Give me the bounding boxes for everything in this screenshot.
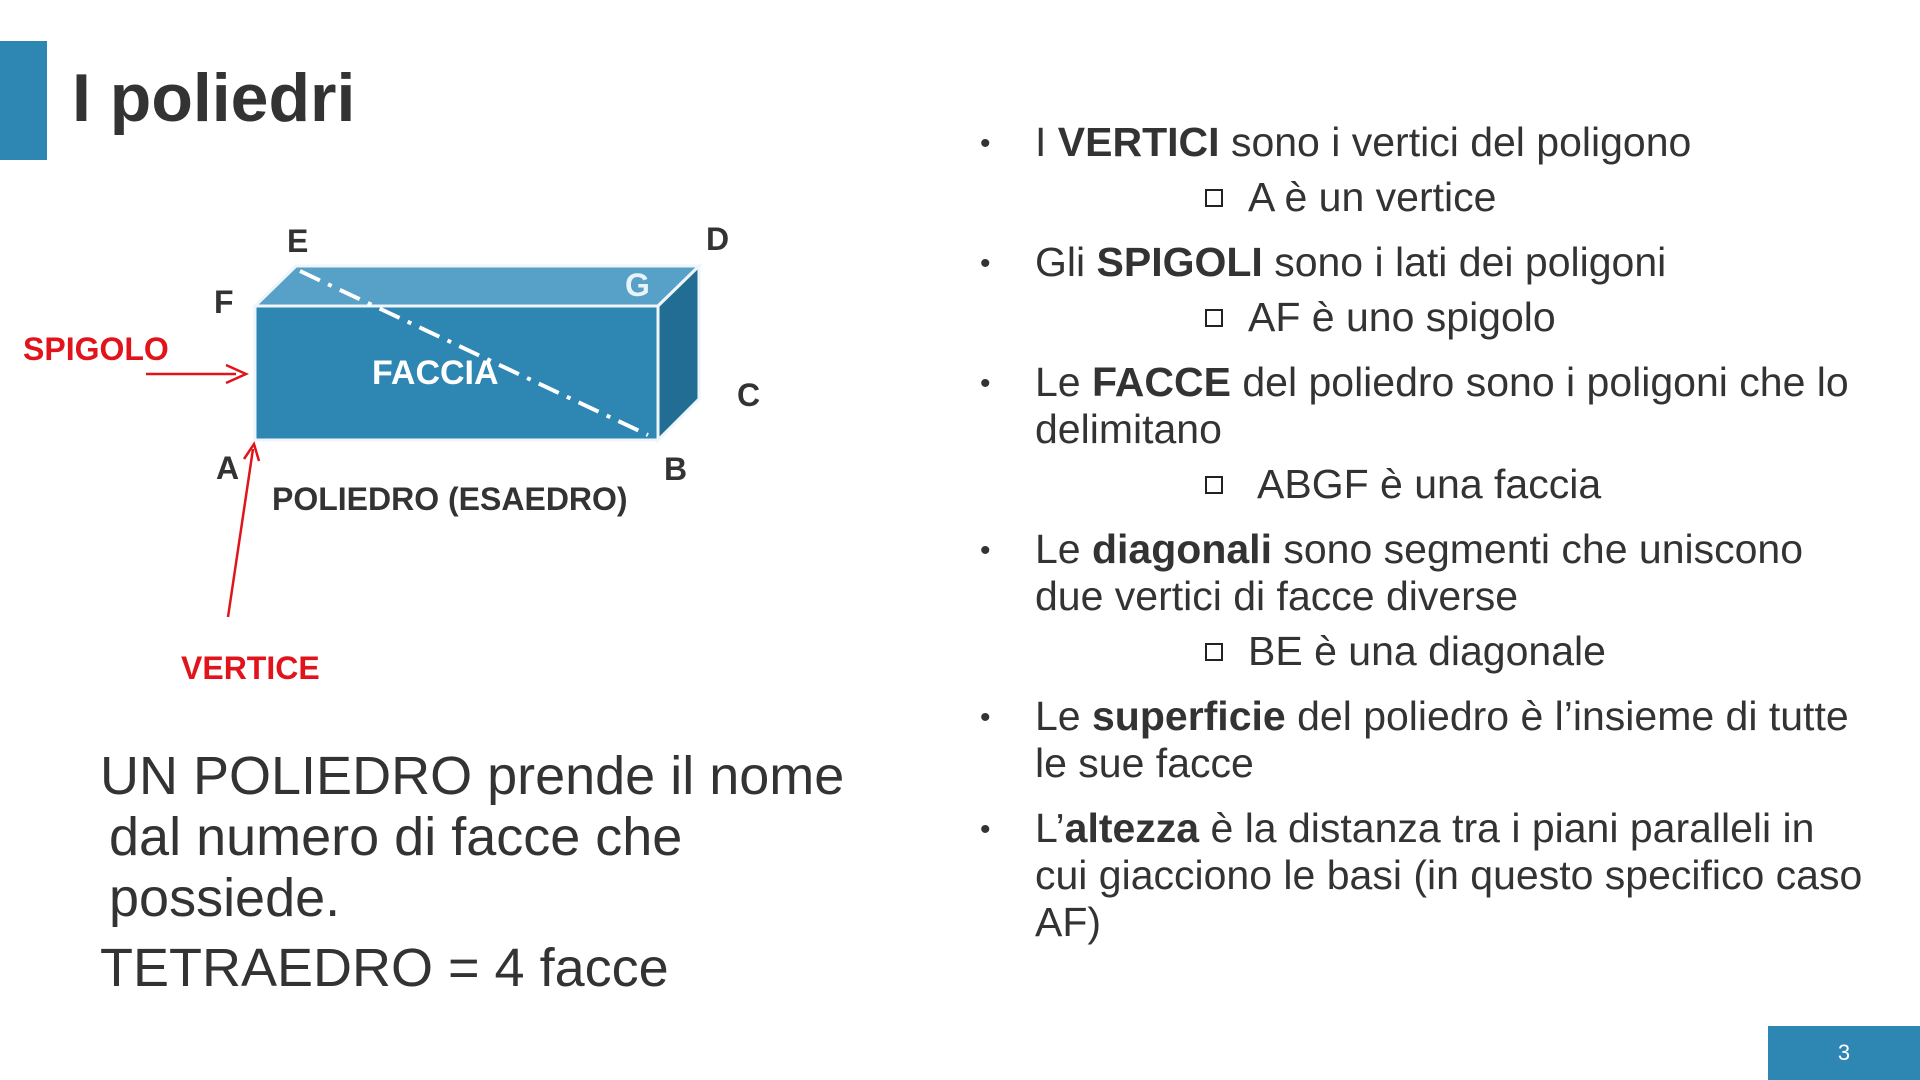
example-text: BE è una diagonale <box>1248 628 1606 674</box>
example-text: ABGF è una faccia <box>1257 461 1602 507</box>
checkbox-square-icon <box>1205 476 1223 494</box>
bullet-text: sono i vertici del poligono <box>1219 119 1692 165</box>
definitions-list <box>975 119 1875 964</box>
list-item <box>975 693 1875 787</box>
checkbox-square-icon <box>1205 189 1223 207</box>
vertex-label-g: G <box>625 267 650 303</box>
bullet-prefix: Gli <box>1035 239 1097 285</box>
vertex-label-f: F <box>214 284 234 320</box>
bullet-text: è la distanza tra i piani paralleli in cui giacciono le basi (in questo specifico caso AF) <box>1035 805 1863 945</box>
bullet-term: altezza <box>1064 805 1200 851</box>
bullet-dot: • <box>980 534 991 567</box>
vertex-annotation-label: VERTICE <box>181 650 320 686</box>
bullet-text: del poliedro sono i poligoni che lo delimitano <box>1035 359 1849 452</box>
bullet-term: superficie <box>1092 693 1286 739</box>
vertex-label-d: D <box>706 221 730 257</box>
bullet-text: sono segmenti che uniscono due vertici di facce diverse <box>1035 526 1804 619</box>
example-item <box>1035 174 1875 221</box>
example-item <box>1035 294 1875 341</box>
list-item <box>975 805 1875 946</box>
bullet-prefix: Le <box>1035 359 1092 405</box>
bullet-prefix: Le <box>1035 693 1092 739</box>
example-text: A è un vertice <box>1248 174 1497 220</box>
left-text-line-3: possiede. <box>109 868 341 928</box>
checkbox-square-icon <box>1205 643 1223 661</box>
page-number: 3 <box>1837 1040 1851 1065</box>
face-label: FACCIA <box>372 354 499 392</box>
left-text-line-4: TETRAEDRO = 4 facce <box>100 938 669 998</box>
bullet-prefix: I <box>1035 119 1058 165</box>
bullet-term: diagonali <box>1092 526 1272 572</box>
vertex-label-b: B <box>664 451 688 487</box>
example-item <box>1035 461 1875 508</box>
list-item <box>975 526 1875 675</box>
bullet-dot: • <box>980 813 991 846</box>
example-text: AF è uno spigolo <box>1248 294 1556 340</box>
vertex-label-e: E <box>287 223 309 259</box>
diagram-caption: POLIEDRO (ESAEDRO) <box>272 481 628 517</box>
bullet-term: VERTICI <box>1057 119 1220 165</box>
list-item <box>975 239 1875 341</box>
edge-label: SPIGOLO <box>23 331 169 367</box>
page-number-badge <box>1768 1026 1920 1080</box>
bullet-text: sono i lati dei poligoni <box>1262 239 1667 285</box>
bullet-dot: • <box>980 127 991 160</box>
list-item <box>975 119 1875 221</box>
bullet-dot: • <box>980 367 991 400</box>
list-item <box>975 359 1875 508</box>
vertex-label-a: A <box>216 450 240 486</box>
bullet-prefix: Le <box>1035 526 1092 572</box>
example-item <box>1035 628 1875 675</box>
bullet-text: del poliedro è l’insieme di tutte le sue facce <box>1035 693 1849 786</box>
vertex-label-c: C <box>737 377 761 413</box>
bullet-dot: • <box>980 701 991 734</box>
bullet-term: FACCE <box>1092 359 1231 405</box>
checkbox-square-icon <box>1205 309 1223 327</box>
bullet-term: SPIGOLI <box>1096 239 1263 285</box>
bullet-dot: • <box>980 247 991 280</box>
left-text-line-1: UN POLIEDRO prende il nome <box>100 746 845 806</box>
left-text-line-2: dal numero di facce che <box>109 807 683 867</box>
slide-title: I poliedri <box>72 60 356 136</box>
bullet-prefix: L’ <box>1035 805 1065 851</box>
